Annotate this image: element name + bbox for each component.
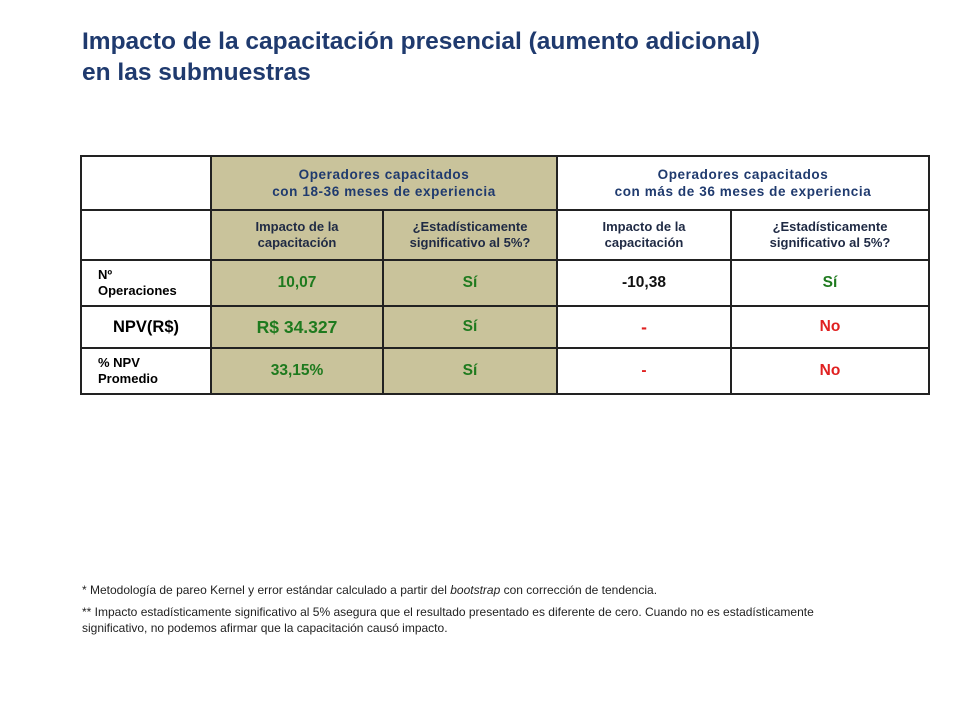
cell-impact-18-36: 10,07 xyxy=(211,260,383,306)
table-sub-header-row xyxy=(81,210,929,260)
row-label-line: % NPV xyxy=(98,355,140,370)
row-label-line: Promedio xyxy=(98,371,158,386)
group-header-36-plus xyxy=(557,156,929,210)
page-title-line2: en las submuestras xyxy=(82,59,311,86)
sub-header-line: Impacto de la xyxy=(602,219,686,234)
group-header-18-36-line2: con 18-36 meses de experiencia xyxy=(272,184,496,199)
cell-sig-18-36: Sí xyxy=(383,348,557,394)
page-title-line1: Impacto de la capacitación presencial (aumento adicional) xyxy=(82,28,761,55)
footnote-2: ** Impacto estadísticamente significativo al 5% asegura que el resultado presentado es diferente de cero. Cuando no es estadísticamente significativo, no podemos afirmar que la capacitación causó impacto. xyxy=(82,605,814,635)
sub-header-impact-18-36 xyxy=(211,210,383,260)
footnotes xyxy=(82,582,842,642)
sub-header-line: capacitación xyxy=(257,235,337,250)
group-header-36-plus-line1: Operadores capacitados xyxy=(657,167,829,182)
cell-sig-36-plus: Sí xyxy=(731,260,929,306)
table-row xyxy=(81,348,929,394)
row-label-npv: NPV(R$) xyxy=(81,306,211,348)
sub-header-line: ¿Estadísticamente xyxy=(772,219,888,234)
empty-corner-cell xyxy=(81,156,211,210)
empty-label-cell xyxy=(81,210,211,260)
group-header-36-plus-line2: con más de 36 meses de experiencia xyxy=(614,184,872,199)
row-label-line: Nº xyxy=(98,267,113,282)
page-title xyxy=(82,26,902,88)
sub-header-sig-36-plus xyxy=(731,210,929,260)
cell-impact-18-36: 33,15% xyxy=(211,348,383,394)
cell-sig-36-plus: No xyxy=(731,306,929,348)
footnote-1-italic: bootstrap xyxy=(450,583,501,597)
table-row xyxy=(81,260,929,306)
cell-impact-18-36: R$ 34.327 xyxy=(211,306,383,348)
sub-header-line: significativo al 5%? xyxy=(409,235,531,250)
group-header-18-36-line1: Operadores capacitados xyxy=(298,167,470,182)
cell-impact-36-plus: - xyxy=(557,348,731,394)
cell-impact-36-plus: - xyxy=(557,306,731,348)
sub-header-line: significativo al 5%? xyxy=(769,235,891,250)
sub-header-impact-36-plus xyxy=(557,210,731,260)
table-group-header-row xyxy=(81,156,929,210)
results-table xyxy=(80,155,930,395)
sub-header-line: Impacto de la xyxy=(255,219,339,234)
row-label-npv-promedio xyxy=(81,348,211,394)
cell-sig-18-36: Sí xyxy=(383,260,557,306)
sub-header-line: capacitación xyxy=(604,235,684,250)
sub-header-line: ¿Estadísticamente xyxy=(412,219,528,234)
row-label-line: Operaciones xyxy=(98,283,177,298)
cell-impact-36-plus: -10,38 xyxy=(557,260,731,306)
footnote-1-text-a: * Metodología de pareo Kernel y error estándar calculado a partir del xyxy=(82,583,451,597)
table-row xyxy=(81,306,929,348)
row-label-operaciones xyxy=(81,260,211,306)
footnote-1-text-b: con corrección de tendencia. xyxy=(500,583,658,597)
cell-sig-18-36: Sí xyxy=(383,306,557,348)
sub-header-sig-18-36 xyxy=(383,210,557,260)
footnote-1 xyxy=(82,582,842,598)
group-header-18-36 xyxy=(211,156,557,210)
cell-sig-36-plus: No xyxy=(731,348,929,394)
